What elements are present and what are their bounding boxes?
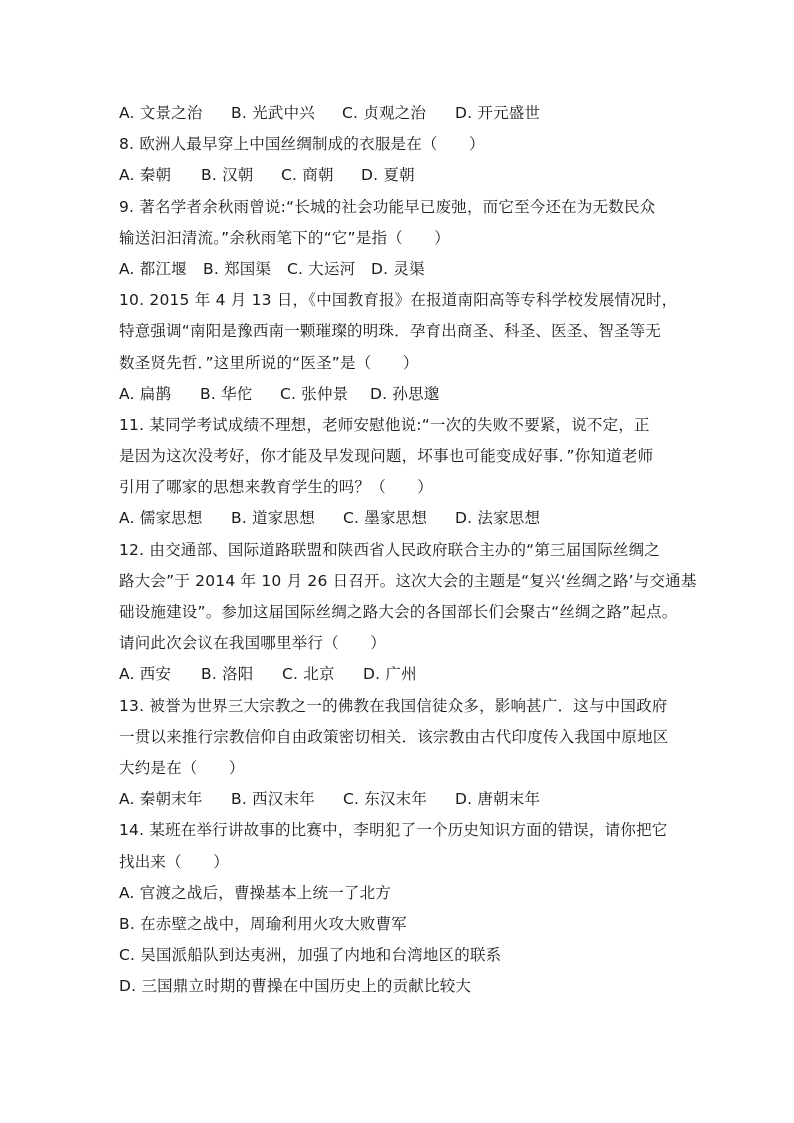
- q14-option-b: B. 在赤壁之战中，周瑜利用火攻大败曹军: [119, 914, 407, 933]
- q7-options: [119, 98, 679, 129]
- q13-option-b: B. 西汉末年: [231, 790, 315, 809]
- q8-option-b: B. 汉朝: [201, 166, 254, 185]
- q11-option-b: B. 道家思想: [231, 509, 315, 528]
- q10-option-c: C. 张仲景: [280, 384, 349, 403]
- q14-stem-line-1: 14. 某班在举行讲故事的比赛中，李明犯了一个历史知识方面的错误，请你把它: [119, 821, 668, 840]
- q11-stem-line-3: 引用了哪家的思想来教育学生的吗？（ ）: [119, 478, 434, 497]
- q8-options: [119, 160, 679, 191]
- q10-stem-line-3: 数圣贤先哲．”这里所说的“医圣”是（ ）: [119, 353, 419, 372]
- q12-option-a: A. 西安: [119, 665, 172, 684]
- q8-option-c: C. 商朝: [281, 166, 334, 185]
- q9-option-c: C. 大运河: [287, 259, 356, 278]
- q12-option-d: D. 广州: [363, 665, 417, 684]
- q9-stem-line-2: 输送汩汩清流。”余秋雨笔下的“它”是指（ ）: [119, 228, 450, 247]
- q10-option-d: D. 孙思邈: [370, 384, 440, 403]
- q9-options: [119, 254, 679, 285]
- q11-stem-line-1: 11. 某同学考试成绩不理想，老师安慰他说:“一次的失败不要紧，说不定，正: [119, 415, 650, 434]
- q13-options: [119, 784, 679, 815]
- q7-option-b: B. 光武中兴: [231, 104, 315, 122]
- q11-options: [119, 503, 679, 534]
- q12-options: [119, 659, 679, 690]
- q9-option-b: B. 郑国渠: [203, 259, 272, 278]
- q12-stem-line-1: 12. 由交通部、国际道路联盟和陕西省人民政府联合主办的“第三届国际丝绸之: [119, 540, 661, 559]
- q10-option-a: A. 扁鹊: [119, 384, 172, 403]
- q14-stem-line-2: 找出来（ ）: [119, 852, 229, 871]
- q11-option-a: A. 儒家思想: [119, 509, 203, 528]
- q10-options: [119, 379, 679, 410]
- q7-option-d: D. 开元盛世: [455, 104, 541, 122]
- q7-option-a: A. 文景之治: [119, 104, 203, 122]
- q12-option-b: B. 洛阳: [201, 665, 254, 684]
- q8-stem: 8. 欧洲人最早穿上中国丝绸制成的衣服是在（ ）: [119, 135, 485, 154]
- q11-stem-line-2: 是因为这次没考好，你才能及早发现问题，坏事也可能变成好事．”你知道老师: [119, 447, 654, 466]
- exam-page: [119, 98, 697, 1002]
- q13-option-c: C. 东汉末年: [343, 790, 428, 809]
- q13-option-a: A. 秦朝末年: [119, 790, 203, 809]
- q14-option-c: C. 吴国派船队到达夷洲，加强了内地和台湾地区的联系: [119, 946, 502, 965]
- q13-stem-line-2: 一贯以来推行宗教信仰自由政策密切相关．该宗教由古代印度传入我国中原地区: [119, 727, 669, 746]
- q12-stem-line-2: 路大会”于 2014 年 10 月 26 日召开。这次大会的主题是“复兴‘丝绸之路’与交通基: [119, 571, 697, 590]
- q12-option-c: C. 北京: [282, 665, 335, 684]
- q12-stem-line-3: 础设施建设”。参加这届国际丝绸之路大会的各国部长们会聚古“丝绸之路”起点。: [119, 603, 678, 621]
- q9-option-a: A. 都江堰: [119, 259, 187, 278]
- q8-option-d: D. 夏朝: [361, 166, 415, 185]
- q10-option-b: B. 华佗: [200, 384, 253, 403]
- q10-stem-line-1: 10. 2015 年 4 月 13 日，《中国教育报》在报道南阳高等专科学校发展情况时，: [119, 291, 678, 310]
- q7-option-c: C. 贞观之治: [342, 104, 427, 122]
- q13-stem-line-3: 大约是在（ ）: [119, 758, 245, 777]
- q10-stem-line-2: 特意强调“南阳是豫西南一颗璀璨的明珠．孕育出商圣、科圣、医圣、智圣等无: [119, 322, 662, 341]
- q8-option-a: A. 秦朝: [119, 166, 172, 185]
- q9-stem-line-1: 9. 著名学者余秋雨曾说:“长城的社会功能早已废弛，而它至今还在为无数民众: [119, 197, 656, 216]
- q11-option-c: C. 墨家思想: [343, 509, 428, 528]
- q12-stem-line-4: 请问此次会议在我国哪里举行（ ）: [119, 634, 386, 653]
- q9-option-d: D. 灵渠: [371, 259, 425, 278]
- q14-option-a: A. 官渡之战后，曹操基本上统一了北方: [119, 883, 391, 902]
- q14-option-d: D. 三国鼎立时期的曹操在中国历史上的贡献比较大: [119, 977, 472, 996]
- q11-option-d: D. 法家思想: [455, 509, 541, 528]
- q13-option-d: D. 唐朝末年: [455, 790, 541, 809]
- q13-stem-line-1: 13. 被誉为世界三大宗教之一的佛教在我国信徒众多，影响甚广．这与中国政府: [119, 696, 668, 715]
